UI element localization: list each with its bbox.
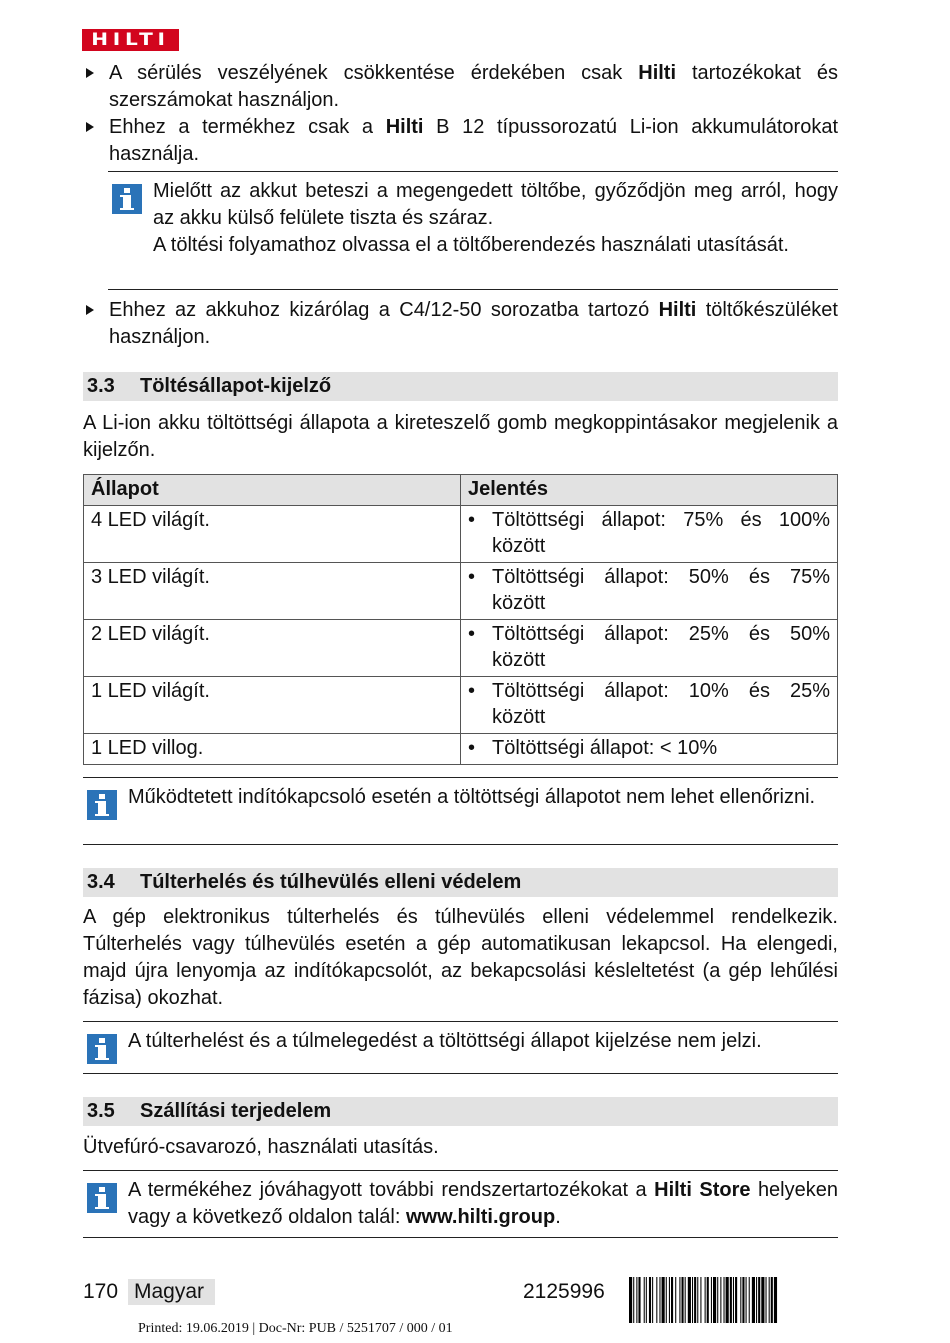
info-note <box>83 1021 838 1074</box>
info-icon <box>112 184 142 214</box>
section-body: A gép elektronikus túlterhelés és túlhevülés elleni védelemmel rendelkezik. Túlterhelés vagy túlhevülés esetén a gép automatikusan lekapcsol. Ha elengedi, majd újra lenyomja az indítókapcsolót, az bekapcsolási késleltetést (a gép lehűlési fázisa) okozhat. <box>83 906 838 1009</box>
page-number: 170 <box>83 1280 119 1303</box>
table-row <box>84 620 838 677</box>
document-number: 2125996 <box>523 1280 605 1303</box>
table-row <box>84 734 838 765</box>
table-row <box>84 677 838 734</box>
section-title: Túlterhelés és túlhevülés elleni védelem <box>140 871 522 893</box>
table-row <box>84 506 838 563</box>
column-header: Jelentés <box>461 475 838 506</box>
meaning-text: Töltöttségi állapot: 25% és 50% között <box>492 623 830 671</box>
bullet-dot-icon: • <box>468 509 476 531</box>
bullet-item <box>86 297 838 351</box>
section-header <box>83 1097 838 1126</box>
note-text: A túlterhelést és a túlmelegedést a töltöttségi állapot kijelzése nem jelzi. <box>128 1030 762 1052</box>
info-icon <box>87 790 117 820</box>
info-icon <box>87 1034 117 1064</box>
logo-text: HILTI <box>91 30 170 50</box>
meaning-cell <box>461 677 838 734</box>
meaning-text: Töltöttségi állapot: 75% és 100% között <box>492 509 830 557</box>
bullet-dot-icon: • <box>468 737 476 759</box>
meaning-cell <box>461 506 838 563</box>
info-note <box>83 1170 838 1238</box>
state-cell: 2 LED világít. <box>84 620 461 677</box>
triangle-bullet-icon <box>86 68 94 78</box>
info-note <box>83 777 838 845</box>
note-text: A töltési folyamathoz olvassa el a töltőberendezés használati utasítását. <box>153 234 789 256</box>
triangle-bullet-icon <box>86 305 94 315</box>
barcode <box>629 1277 837 1323</box>
bullet-text: A sérülés veszélyének csökkentése érdekében csak Hilti tartozékokat és szerszámokat használjon. <box>109 62 838 111</box>
section-number: 3.5 <box>87 1100 115 1122</box>
bullet-dot-icon: • <box>468 680 476 702</box>
state-cell: 1 LED villog. <box>84 734 461 765</box>
section-body: Ütvefúró-csavarozó, használati utasítás. <box>83 1136 439 1158</box>
state-cell: 1 LED világít. <box>84 677 461 734</box>
column-header: Állapot <box>84 475 461 506</box>
meaning-cell <box>461 620 838 677</box>
table-row <box>84 563 838 620</box>
note-text: Mielőtt az akkut beteszi a megengedett töltőbe, győződjön meg arról, hogy az akku külső felülete tiszta és száraz. <box>153 180 838 229</box>
bullet-item <box>86 114 838 168</box>
bullet-dot-icon: • <box>468 623 476 645</box>
meaning-cell <box>461 563 838 620</box>
triangle-bullet-icon <box>86 122 94 132</box>
hilti-logo <box>82 29 179 51</box>
state-cell: 4 LED világít. <box>84 506 461 563</box>
section-intro: A Li-ion akku töltöttségi állapota a kireteszelő gomb megkoppintásakor megjelenik a kijelzőn. <box>83 412 838 461</box>
table-header-row <box>84 475 838 506</box>
section-header <box>83 868 838 897</box>
print-info: Printed: 19.06.2019 | Doc-Nr: PUB / 5251707 / 000 / 01 <box>138 1321 453 1336</box>
bullet-text: Ehhez az akkuhoz kizárólag a C4/12-50 sorozatba tartozó Hilti töltőkészüléket használjon. <box>109 299 838 348</box>
section-title: Töltésállapot-kijelző <box>140 375 332 397</box>
info-note <box>108 171 838 290</box>
language-label: Magyar <box>128 1279 215 1305</box>
section-header <box>83 372 838 401</box>
state-cell: 3 LED világít. <box>84 563 461 620</box>
info-icon <box>87 1183 117 1213</box>
meaning-text: Töltöttségi állapot: 10% és 25% között <box>492 680 830 728</box>
bullet-item <box>86 60 838 114</box>
bullet-dot-icon: • <box>468 566 476 588</box>
note-text: Működtetett indítókapcsoló esetén a töltöttségi állapotot nem lehet ellenőrizni. <box>128 786 816 808</box>
section-number: 3.4 <box>87 871 115 893</box>
led-status-table <box>83 474 838 765</box>
note-text: A termékéhez jóváhagyott további rendszertartozékokat a Hilti Store helyeken vagy a következő oldalon talál: www.hilti.group. <box>128 1179 838 1228</box>
section-title: Szállítási terjedelem <box>140 1100 332 1122</box>
section-number: 3.3 <box>87 375 115 397</box>
bullet-text: Ehhez a termékhez csak a Hilti B 12 típussorozatú Li-ion akkumulátorokat használja. <box>109 116 839 165</box>
meaning-text: Töltöttségi állapot: < 10% <box>492 737 718 759</box>
meaning-cell <box>461 734 838 765</box>
meaning-text: Töltöttségi állapot: 50% és 75% között <box>492 566 830 614</box>
